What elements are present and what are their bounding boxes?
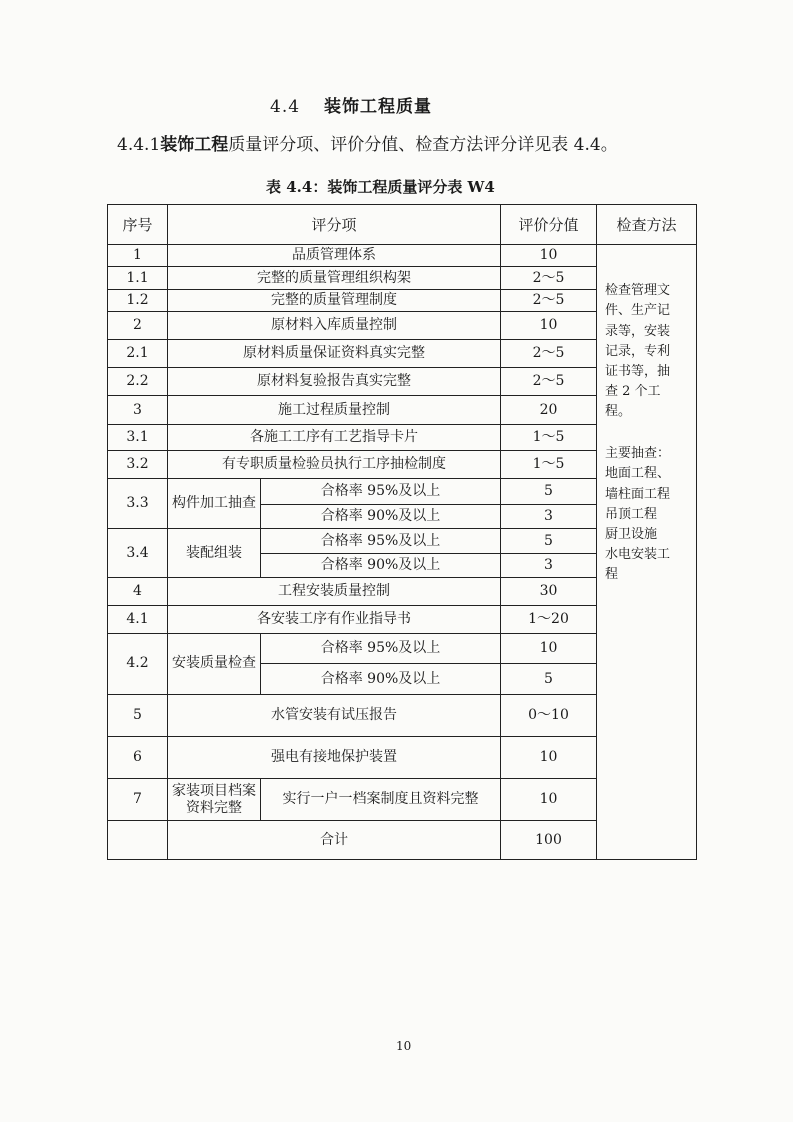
row-item: 水管安装有试压报告 bbox=[168, 694, 501, 736]
row-item: 品质管理体系 bbox=[168, 245, 501, 267]
row-item: 各安装工序有作业指导书 bbox=[168, 605, 501, 633]
row-score: 5 bbox=[501, 529, 597, 553]
method-line: 水电安装工 bbox=[605, 546, 671, 562]
row-no: 2.2 bbox=[108, 368, 168, 396]
row-no: 4 bbox=[108, 577, 168, 605]
row-no: 3 bbox=[108, 396, 168, 424]
intro-paragraph bbox=[117, 130, 618, 155]
total-label: 合计 bbox=[168, 821, 501, 860]
header-no: 序号 bbox=[108, 205, 168, 245]
row-item: 有专职质量检验员执行工序抽检制度 bbox=[168, 450, 501, 478]
row-score: 1～20 bbox=[501, 605, 597, 633]
method-line: 墙柱面工程 bbox=[605, 486, 671, 502]
row-no: 1.2 bbox=[108, 289, 168, 311]
method-line: 录等，安装 bbox=[605, 323, 671, 339]
row-group: 构件加工抽查 bbox=[168, 478, 261, 528]
row-no: 3.3 bbox=[108, 478, 168, 528]
row-group: 安装质量检查 bbox=[168, 634, 261, 694]
row-subitem: 合格率 90%及以上 bbox=[261, 553, 501, 577]
row-score: 3 bbox=[501, 505, 597, 529]
row-score: 20 bbox=[501, 396, 597, 424]
section-heading bbox=[270, 92, 432, 117]
row-no: 7 bbox=[108, 779, 168, 821]
row-item: 强电有接地保护装置 bbox=[168, 736, 501, 778]
section-title: 装饰工程质量 bbox=[324, 97, 433, 117]
total-score: 100 bbox=[501, 821, 597, 860]
row-no: 6 bbox=[108, 736, 168, 778]
row-subitem: 合格率 90%及以上 bbox=[261, 505, 501, 529]
method-line: 记录，专利 bbox=[605, 343, 671, 359]
row-no: 2 bbox=[108, 311, 168, 339]
intro-text: 质量评分项、评价分值、检查方法评分详见表 4.4。 bbox=[228, 135, 618, 155]
row-item: 各施工工序有工艺指导卡片 bbox=[168, 424, 501, 450]
method-line: 程。 bbox=[605, 404, 632, 420]
row-item: 工程安装质量控制 bbox=[168, 577, 501, 605]
row-item: 完整的质量管理制度 bbox=[168, 289, 501, 311]
check-method-cell bbox=[597, 245, 697, 860]
header-score: 评价分值 bbox=[501, 205, 597, 245]
method-line: 吊顶工程 bbox=[605, 506, 658, 522]
method-line: 主要抽查： bbox=[605, 446, 671, 462]
row-score: 2～5 bbox=[501, 339, 597, 367]
intro-clause-number: 4.4.1 bbox=[117, 135, 161, 155]
row-score: 10 bbox=[501, 736, 597, 778]
table-header-row bbox=[108, 205, 697, 245]
row-score: 0～10 bbox=[501, 694, 597, 736]
row-score: 10 bbox=[501, 779, 597, 821]
row-score: 30 bbox=[501, 577, 597, 605]
row-score: 5 bbox=[501, 478, 597, 504]
row-no: 2.1 bbox=[108, 339, 168, 367]
intro-bold-term: 装饰工程 bbox=[160, 135, 229, 155]
row-score: 10 bbox=[501, 311, 597, 339]
row-score: 1～5 bbox=[501, 424, 597, 450]
row-no: 5 bbox=[108, 694, 168, 736]
row-item: 原材料质量保证资料真实完整 bbox=[168, 339, 501, 367]
row-item: 完整的质量管理组织构架 bbox=[168, 267, 501, 289]
row-score: 5 bbox=[501, 664, 597, 694]
row-no: 4.2 bbox=[108, 634, 168, 694]
header-item: 评分项 bbox=[168, 205, 501, 245]
table-row bbox=[108, 245, 697, 267]
row-no: 3.1 bbox=[108, 424, 168, 450]
score-table bbox=[107, 204, 697, 860]
row-item: 原材料复验报告真实完整 bbox=[168, 368, 501, 396]
page-number: 10 bbox=[396, 1039, 412, 1053]
header-method: 检查方法 bbox=[597, 205, 697, 245]
row-no: 3.2 bbox=[108, 450, 168, 478]
row-item: 施工过程质量控制 bbox=[168, 396, 501, 424]
row-subitem: 合格率 95%及以上 bbox=[261, 529, 501, 553]
row-score: 10 bbox=[501, 245, 597, 267]
row-score: 3 bbox=[501, 553, 597, 577]
table-caption: 表 4.4：装饰工程质量评分表 W4 bbox=[266, 178, 495, 196]
method-line: 程 bbox=[605, 567, 619, 583]
row-no: 4.1 bbox=[108, 605, 168, 633]
row-no: 3.4 bbox=[108, 529, 168, 577]
row-no: 1 bbox=[108, 245, 168, 267]
row-score: 2～5 bbox=[501, 368, 597, 396]
row-score: 1～5 bbox=[501, 450, 597, 478]
row-no bbox=[108, 821, 168, 860]
method-line: 证书等，抽 bbox=[605, 363, 671, 379]
row-item: 原材料入库质量控制 bbox=[168, 311, 501, 339]
row-subitem: 合格率 95%及以上 bbox=[261, 478, 501, 504]
method-line: 地面工程、 bbox=[605, 466, 671, 482]
row-item: 实行一户一档案制度且资料完整 bbox=[261, 779, 501, 821]
row-score: 2～5 bbox=[501, 267, 597, 289]
method-line: 件、生产记 bbox=[605, 303, 671, 319]
row-score: 2～5 bbox=[501, 289, 597, 311]
method-line: 检查管理文 bbox=[605, 283, 671, 299]
row-group: 装配组装 bbox=[168, 529, 261, 577]
row-score: 10 bbox=[501, 634, 597, 664]
row-group: 家装项目档案资料完整 bbox=[168, 779, 261, 821]
row-subitem: 合格率 90%及以上 bbox=[261, 664, 501, 694]
method-line: 查 2 个工 bbox=[605, 384, 661, 399]
row-subitem: 合格率 95%及以上 bbox=[261, 634, 501, 664]
row-no: 1.1 bbox=[108, 267, 168, 289]
method-line: 厨卫设施 bbox=[605, 526, 658, 542]
section-number: 4.4 bbox=[270, 97, 301, 117]
